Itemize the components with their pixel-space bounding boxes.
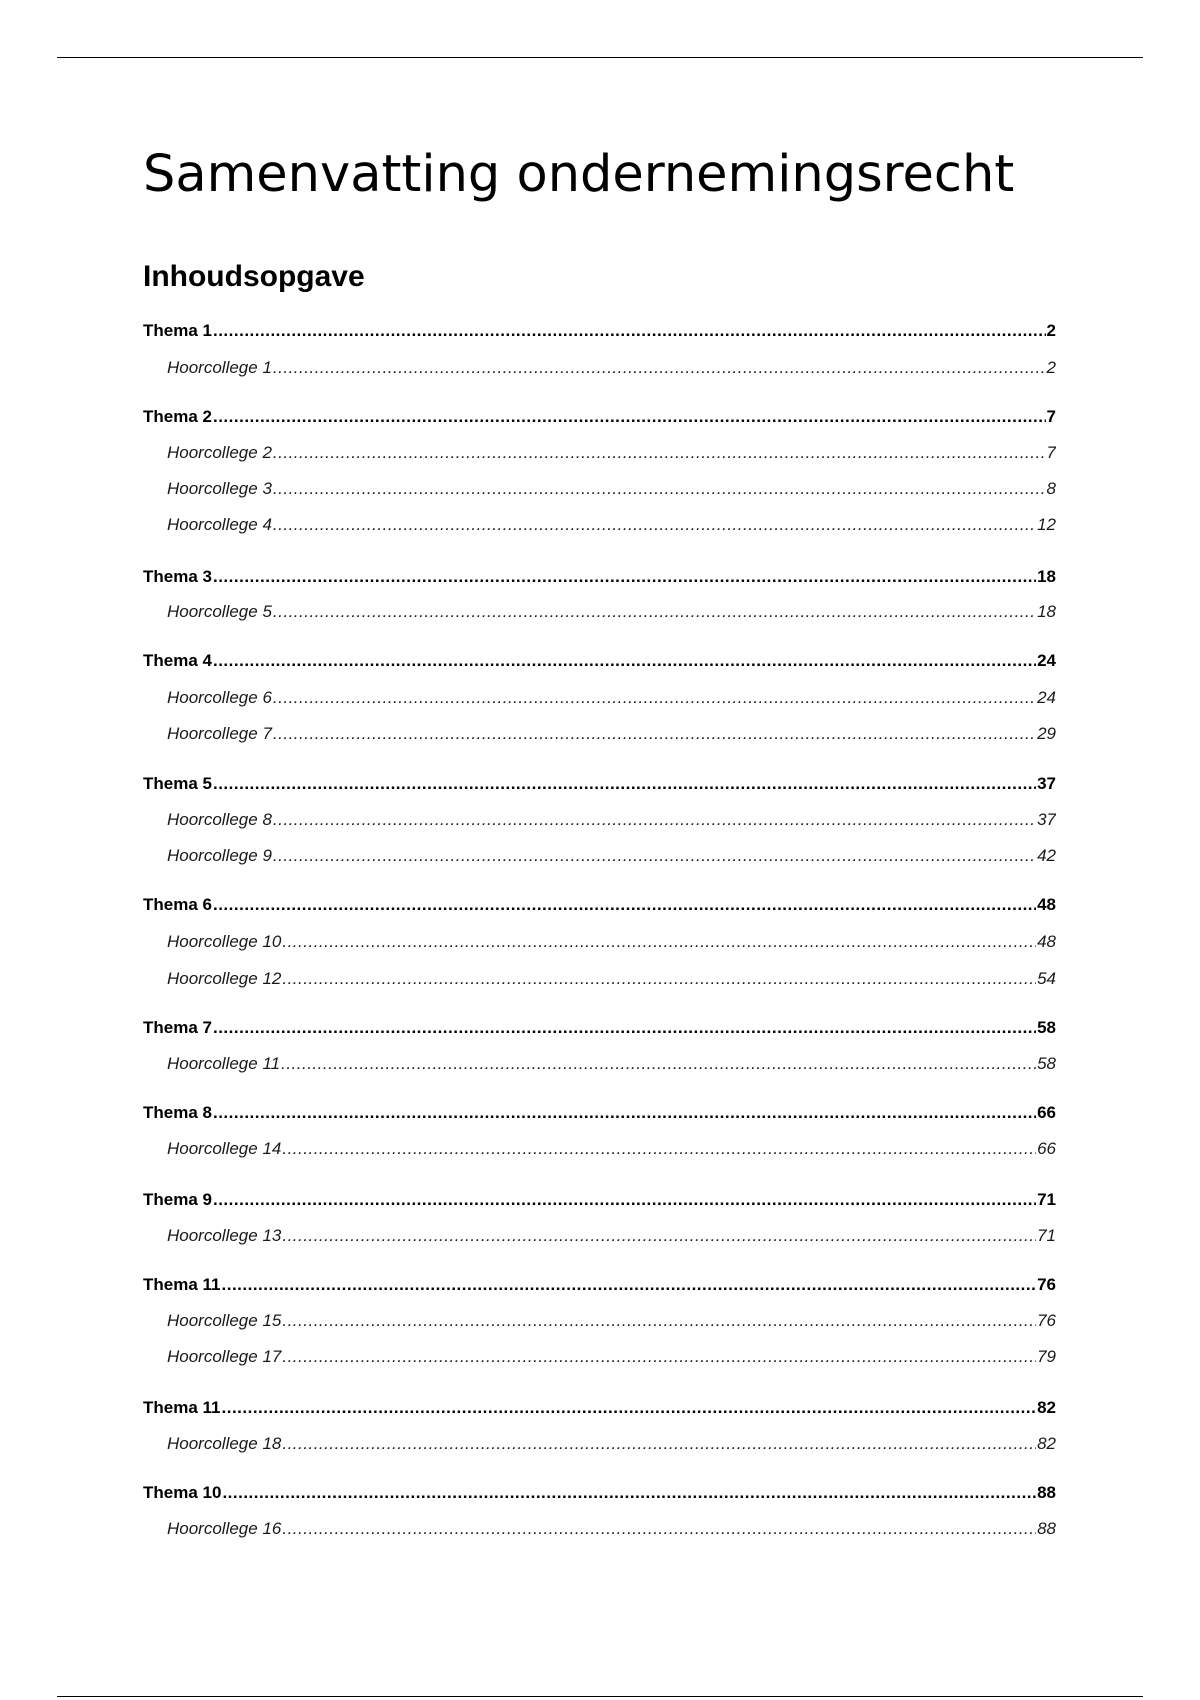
toc-entry-hoorcollege[interactable] — [143, 441, 1056, 465]
toc-entry-page-number: 48 — [1037, 932, 1056, 951]
toc-entry-page-number: 12 — [1037, 515, 1056, 534]
toc-dot-leader — [213, 1016, 1036, 1040]
toc-entry-thema[interactable] — [143, 1396, 1056, 1420]
toc-entry-thema[interactable] — [143, 565, 1056, 589]
toc-dot-leader — [273, 356, 1046, 380]
toc-entry-page-number: 18 — [1037, 602, 1056, 621]
toc-entry-hoorcollege[interactable] — [143, 1137, 1056, 1161]
toc-entry-hoorcollege[interactable] — [143, 513, 1056, 537]
toc-entry-page-number: 42 — [1037, 846, 1056, 865]
toc-entry-page-number: 7 — [1046, 443, 1056, 462]
toc-entry-page-number: 8 — [1046, 479, 1056, 498]
toc-entry-page-number: 88 — [1037, 1519, 1056, 1538]
toc-entry-label: Thema 11 — [143, 1275, 221, 1294]
toc-dot-leader — [282, 1224, 1036, 1248]
toc-dot-leader — [273, 477, 1046, 501]
toc-entry-thema[interactable] — [143, 893, 1056, 917]
toc-entry-label: Thema 1 — [143, 321, 212, 340]
toc-entry-label: Hoorcollege 15 — [167, 1311, 282, 1330]
toc-entry-label: Hoorcollege 17 — [167, 1347, 282, 1366]
toc-dot-leader — [273, 686, 1036, 710]
toc-entry-label: Hoorcollege 9 — [167, 846, 272, 865]
toc-dot-leader — [213, 405, 1046, 429]
toc-entry-label: Hoorcollege 13 — [167, 1226, 282, 1245]
toc-entry-page-number: 88 — [1037, 1483, 1056, 1502]
toc-entry-label: Hoorcollege 5 — [167, 602, 272, 621]
toc-entry-label: Thema 4 — [143, 651, 212, 670]
toc-entry-label: Hoorcollege 2 — [167, 443, 272, 462]
toc-entry-page-number: 58 — [1037, 1018, 1056, 1037]
toc-entry-thema[interactable] — [143, 1016, 1056, 1040]
toc-entry-hoorcollege[interactable] — [143, 808, 1056, 832]
toc-dot-leader — [282, 1432, 1036, 1456]
toc-entry-label: Thema 10 — [143, 1483, 222, 1502]
footer-rule — [57, 1696, 1143, 1697]
toc-entry-label: Thema 11 — [143, 1398, 221, 1417]
toc-entry-label: Thema 3 — [143, 567, 212, 586]
toc-entry-hoorcollege[interactable] — [143, 722, 1056, 746]
toc-entry-hoorcollege[interactable] — [143, 967, 1056, 991]
toc-entry-page-number: 54 — [1037, 969, 1056, 988]
toc-dot-leader — [273, 513, 1036, 537]
toc-dot-leader — [222, 1273, 1037, 1297]
toc-entry-page-number: 76 — [1037, 1311, 1056, 1330]
toc-entry-label: Thema 9 — [143, 1190, 212, 1209]
toc-entry-page-number: 7 — [1046, 407, 1056, 426]
toc-entry-label: Thema 2 — [143, 407, 212, 426]
toc-entry-page-number: 71 — [1037, 1190, 1056, 1209]
toc-entry-page-number: 18 — [1037, 567, 1056, 586]
toc-entry-hoorcollege[interactable] — [143, 1309, 1056, 1333]
toc-dot-leader — [213, 1188, 1036, 1212]
toc-dot-leader — [282, 1137, 1036, 1161]
toc-entry-page-number: 2 — [1046, 321, 1056, 340]
toc-entry-hoorcollege[interactable] — [143, 477, 1056, 501]
toc-entry-page-number: 24 — [1037, 651, 1056, 670]
toc-entry-label: Hoorcollege 14 — [167, 1139, 282, 1158]
toc-dot-leader — [281, 1052, 1036, 1076]
toc-dot-leader — [282, 1345, 1036, 1369]
toc-entry-thema[interactable] — [143, 1188, 1056, 1212]
toc-dot-leader — [213, 1101, 1036, 1125]
toc-dot-leader — [273, 600, 1036, 624]
toc-entry-label: Hoorcollege 12 — [167, 969, 282, 988]
toc-entry-label: Thema 6 — [143, 895, 212, 914]
toc-entry-thema[interactable] — [143, 1101, 1056, 1125]
toc-entry-hoorcollege[interactable] — [143, 356, 1056, 380]
toc-entry-label: Thema 5 — [143, 774, 212, 793]
toc-entry-page-number: 66 — [1037, 1139, 1056, 1158]
toc-entry-hoorcollege[interactable] — [143, 1345, 1056, 1369]
toc-entry-page-number: 82 — [1037, 1434, 1056, 1453]
toc-entry-hoorcollege[interactable] — [143, 1224, 1056, 1248]
toc-entry-page-number: 29 — [1037, 724, 1056, 743]
toc-dot-leader — [213, 893, 1036, 917]
toc-entry-hoorcollege[interactable] — [143, 686, 1056, 710]
toc-entry-page-number: 2 — [1046, 358, 1056, 377]
toc-dot-leader — [222, 1396, 1037, 1420]
toc-entry-label: Hoorcollege 7 — [167, 724, 272, 743]
toc-entry-page-number: 76 — [1037, 1275, 1056, 1294]
table-of-contents — [143, 0, 1056, 1700]
toc-entry-hoorcollege[interactable] — [143, 930, 1056, 954]
toc-entry-thema[interactable] — [143, 649, 1056, 673]
toc-entry-page-number: 66 — [1037, 1103, 1056, 1122]
toc-entry-hoorcollege[interactable] — [143, 844, 1056, 868]
toc-entry-hoorcollege[interactable] — [143, 600, 1056, 624]
toc-entry-page-number: 24 — [1037, 688, 1056, 707]
toc-dot-leader — [282, 967, 1036, 991]
toc-dot-leader — [282, 1517, 1036, 1541]
toc-dot-leader — [282, 1309, 1036, 1333]
toc-entry-thema[interactable] — [143, 1481, 1056, 1505]
toc-entry-page-number: 37 — [1037, 774, 1056, 793]
document-title: Samenvatting ondernemingsrecht — [143, 145, 1015, 204]
toc-entry-label: Hoorcollege 8 — [167, 810, 272, 829]
toc-entry-thema[interactable] — [143, 772, 1056, 796]
toc-entry-label: Hoorcollege 1 — [167, 358, 272, 377]
toc-dot-leader — [213, 649, 1036, 673]
toc-entry-label: Hoorcollege 18 — [167, 1434, 282, 1453]
toc-dot-leader — [222, 1481, 1036, 1505]
toc-entry-label: Hoorcollege 3 — [167, 479, 272, 498]
toc-entry-thema[interactable] — [143, 319, 1056, 343]
toc-entry-label: Hoorcollege 10 — [167, 932, 282, 951]
toc-entry-label: Hoorcollege 4 — [167, 515, 272, 534]
toc-dot-leader — [273, 722, 1036, 746]
toc-entry-label: Thema 7 — [143, 1018, 212, 1037]
toc-entry-label: Hoorcollege 11 — [167, 1054, 281, 1073]
toc-entry-page-number: 79 — [1037, 1347, 1056, 1366]
toc-entry-label: Hoorcollege 6 — [167, 688, 272, 707]
toc-entry-page-number: 71 — [1037, 1226, 1056, 1245]
toc-entry-label: Thema 8 — [143, 1103, 212, 1122]
toc-entry-page-number: 37 — [1037, 810, 1056, 829]
toc-dot-leader — [273, 844, 1036, 868]
toc-dot-leader — [273, 808, 1036, 832]
toc-entry-hoorcollege[interactable] — [143, 1052, 1056, 1076]
toc-entry-hoorcollege[interactable] — [143, 1432, 1056, 1456]
toc-entry-thema[interactable] — [143, 1273, 1056, 1297]
toc-dot-leader — [213, 565, 1036, 589]
toc-entry-page-number: 48 — [1037, 895, 1056, 914]
toc-heading: Inhoudsopgave — [143, 260, 365, 293]
toc-dot-leader — [273, 441, 1046, 465]
toc-entry-page-number: 58 — [1037, 1054, 1056, 1073]
toc-entry-page-number: 82 — [1037, 1398, 1056, 1417]
toc-entry-label: Hoorcollege 16 — [167, 1519, 282, 1538]
toc-dot-leader — [213, 319, 1046, 343]
toc-entry-hoorcollege[interactable] — [143, 1517, 1056, 1541]
toc-entry-thema[interactable] — [143, 405, 1056, 429]
toc-dot-leader — [282, 930, 1036, 954]
toc-dot-leader — [213, 772, 1036, 796]
